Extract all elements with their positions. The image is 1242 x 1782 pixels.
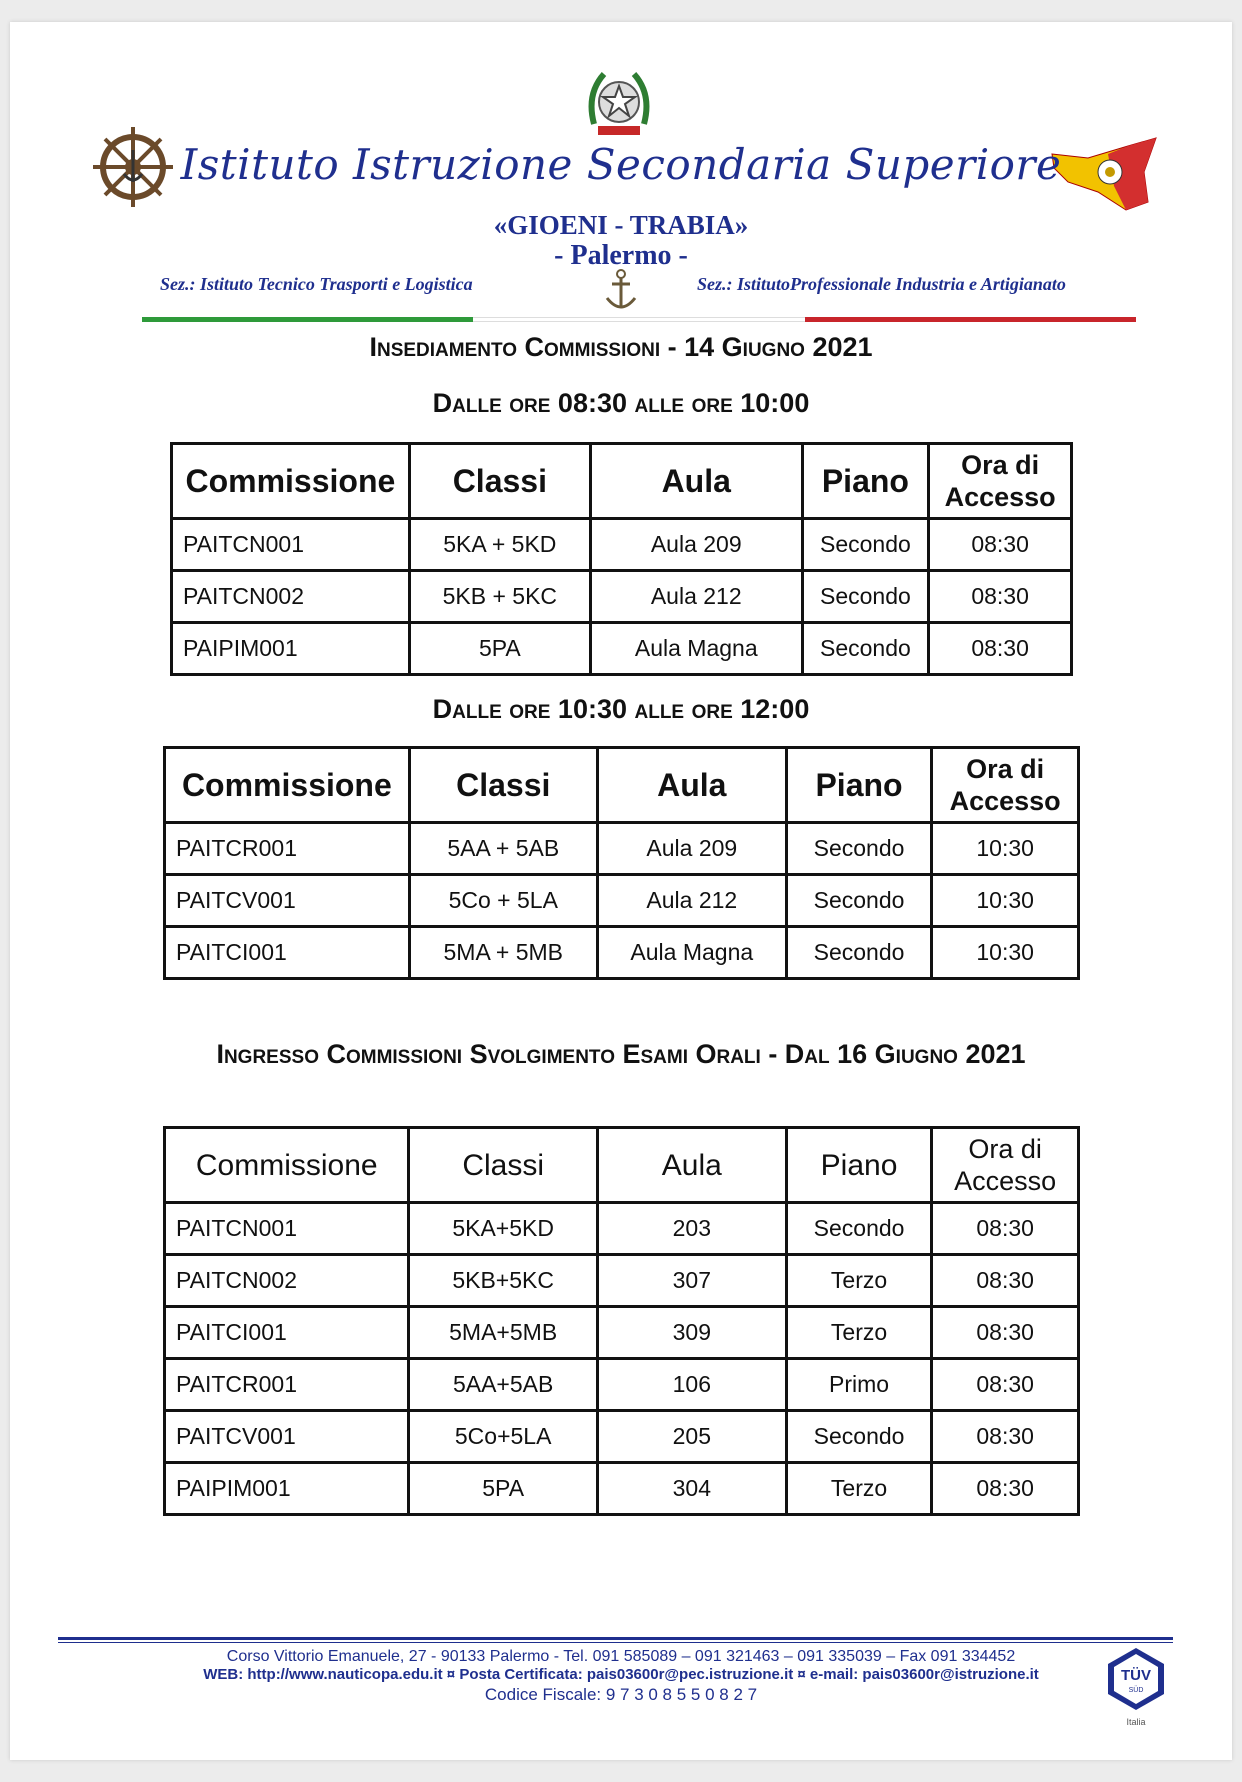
tuv-logo-text: TÜV xyxy=(1121,1667,1151,1684)
ora-accesso-cell: 08:30 xyxy=(932,1203,1079,1255)
ora-accesso-cell: 08:30 xyxy=(932,1463,1079,1515)
classi-cell: 5KB + 5KC xyxy=(409,571,590,623)
aula-cell: Aula Magna xyxy=(590,623,802,675)
classi-cell: 5AA+5AB xyxy=(409,1359,597,1411)
ora-accesso-cell: 08:30 xyxy=(932,1359,1079,1411)
col-commissione: Commissione xyxy=(172,444,410,519)
col-aula: Aula xyxy=(590,444,802,519)
tuv-certification-logo xyxy=(1104,1646,1168,1728)
col-piano: Piano xyxy=(802,444,929,519)
commissione-cell: PAITCR001 xyxy=(165,1359,409,1411)
section-left: Sez.: Istituto Tecnico Trasporti e Logistica xyxy=(160,274,473,294)
col-piano: Piano xyxy=(786,748,932,823)
tricolor-divider xyxy=(142,317,1136,322)
anchor-icon xyxy=(603,268,639,314)
aula-cell: 307 xyxy=(597,1255,786,1307)
table-row xyxy=(165,1307,1079,1359)
table-row xyxy=(165,823,1079,875)
section1-title: Insediamento Commissioni - 14 Giugno 2021 xyxy=(369,332,873,362)
commissione-cell: PAITCN002 xyxy=(165,1255,409,1307)
piano-cell: Secondo xyxy=(786,875,932,927)
tuv-sub-text: SÜD xyxy=(1128,1687,1144,1694)
col-aula: Aula xyxy=(597,1128,786,1203)
slot1-title: Dalle ore 08:30 alle ore 10:00 xyxy=(432,388,810,418)
tuv-badge-icon xyxy=(1104,1646,1168,1712)
commissione-cell: PAIPIM001 xyxy=(165,1463,409,1515)
schedule-table-2 xyxy=(163,746,1080,980)
piano-cell: Terzo xyxy=(786,1255,932,1307)
table-row xyxy=(165,927,1079,979)
commissione-cell: PAITCN001 xyxy=(165,1203,409,1255)
ora-accesso-cell: 08:30 xyxy=(932,1255,1079,1307)
schedule-table-3 xyxy=(163,1126,1080,1516)
piano-cell: Secondo xyxy=(786,1411,932,1463)
footer-tax-code: Codice Fiscale: 9 7 3 0 8 5 5 0 8 2 7 xyxy=(484,1685,758,1704)
piano-cell: Secondo xyxy=(786,1203,932,1255)
piano-cell: Terzo xyxy=(786,1307,932,1359)
school-name: «GIOENI - TRABIA» xyxy=(493,210,749,240)
commissione-cell: PAITCV001 xyxy=(165,1411,409,1463)
ora-accesso-cell: 08:30 xyxy=(929,571,1072,623)
commissione-cell: PAITCR001 xyxy=(165,823,410,875)
table-row xyxy=(165,1255,1079,1307)
col-classi: Classi xyxy=(409,748,597,823)
commissione-cell: PAITCV001 xyxy=(165,875,410,927)
table-row xyxy=(172,519,1072,571)
col-aula: Aula xyxy=(597,748,786,823)
piano-cell: Secondo xyxy=(802,571,929,623)
table-row xyxy=(165,1463,1079,1515)
aula-cell: Aula Magna xyxy=(597,927,786,979)
classi-cell: 5Co+5LA xyxy=(409,1411,597,1463)
commissione-cell: PAITCI001 xyxy=(165,1307,409,1359)
aula-cell: Aula 212 xyxy=(590,571,802,623)
table-header-row xyxy=(172,444,1072,519)
aula-cell: 203 xyxy=(597,1203,786,1255)
aula-cell: 309 xyxy=(597,1307,786,1359)
col-commissione: Commissione xyxy=(165,1128,409,1203)
ora-accesso-cell: 08:30 xyxy=(929,623,1072,675)
classi-cell: 5KA+5KD xyxy=(409,1203,597,1255)
footer-address: Corso Vittorio Emanuele, 27 - 90133 Palermo - Tel. 091 585089 – 091 321463 – 091 335039 – Fax 091 334452 xyxy=(226,1648,1016,1665)
classi-cell: 5PA xyxy=(409,623,590,675)
table-row xyxy=(165,1203,1079,1255)
piano-cell: Terzo xyxy=(786,1463,932,1515)
classi-cell: 5KB+5KC xyxy=(409,1255,597,1307)
col-ora-accesso: Ora di Accesso xyxy=(932,1128,1079,1203)
classi-cell: 5PA xyxy=(409,1463,597,1515)
tuv-country: Italia xyxy=(1126,1717,1146,1727)
piano-cell: Primo xyxy=(786,1359,932,1411)
classi-cell: 5AA + 5AB xyxy=(409,823,597,875)
slot2-title: Dalle ore 10:30 alle ore 12:00 xyxy=(432,694,810,724)
classi-cell: 5MA + 5MB xyxy=(409,927,597,979)
commissione-cell: PAITCN001 xyxy=(172,519,410,571)
schedule-table-1 xyxy=(170,442,1073,676)
ora-accesso-cell: 10:30 xyxy=(932,927,1079,979)
commissione-cell: PAIPIM001 xyxy=(172,623,410,675)
republic-emblem-icon xyxy=(584,64,654,142)
aula-cell: 205 xyxy=(597,1411,786,1463)
aula-cell: 304 xyxy=(597,1463,786,1515)
table-header-row xyxy=(165,1128,1079,1203)
aula-cell: 106 xyxy=(597,1359,786,1411)
classi-cell: 5MA+5MB xyxy=(409,1307,597,1359)
piano-cell: Secondo xyxy=(802,519,929,571)
table-row xyxy=(165,875,1079,927)
piano-cell: Secondo xyxy=(786,927,932,979)
col-classi: Classi xyxy=(409,1128,597,1203)
ora-accesso-cell: 08:30 xyxy=(932,1307,1079,1359)
col-ora-accesso: Ora di Accesso xyxy=(932,748,1079,823)
aula-cell: Aula 209 xyxy=(590,519,802,571)
school-city: - Palermo - xyxy=(554,240,688,271)
ora-accesso-cell: 10:30 xyxy=(932,823,1079,875)
aula-cell: Aula 209 xyxy=(597,823,786,875)
piano-cell: Secondo xyxy=(802,623,929,675)
col-piano: Piano xyxy=(786,1128,932,1203)
ora-accesso-cell: 10:30 xyxy=(932,875,1079,927)
institute-title: Istituto Istruzione Secondaria Superiore xyxy=(180,140,1062,189)
table-row xyxy=(165,1411,1079,1463)
commissione-cell: PAITCN002 xyxy=(172,571,410,623)
section2-title: Ingresso Commissioni Svolgimento Esami Orali - Dal 16 Giugno 2021 xyxy=(216,1039,1026,1069)
table-header-row xyxy=(165,748,1079,823)
footer-web: WEB: http://www.nauticopa.edu.it ¤ Posta Certificata: pais03600r@pec.istruzione.it ¤ e-mail: pais03600r@istruzione.it xyxy=(203,1666,1039,1683)
col-ora-accesso: Ora di Accesso xyxy=(929,444,1072,519)
ora-accesso-cell: 08:30 xyxy=(932,1411,1079,1463)
aula-cell: Aula 212 xyxy=(597,875,786,927)
piano-cell: Secondo xyxy=(786,823,932,875)
footer-divider xyxy=(58,1637,1173,1643)
table-row xyxy=(172,623,1072,675)
classi-cell: 5Co + 5LA xyxy=(409,875,597,927)
col-commissione: Commissione xyxy=(165,748,410,823)
classi-cell: 5KA + 5KD xyxy=(409,519,590,571)
col-classi: Classi xyxy=(409,444,590,519)
section-right: Sez.: IstitutoProfessionale Industria e Artigianato xyxy=(697,274,1066,294)
table-row xyxy=(165,1359,1079,1411)
commissione-cell: PAITCI001 xyxy=(165,927,410,979)
ora-accesso-cell: 08:30 xyxy=(929,519,1072,571)
table-row xyxy=(172,571,1072,623)
